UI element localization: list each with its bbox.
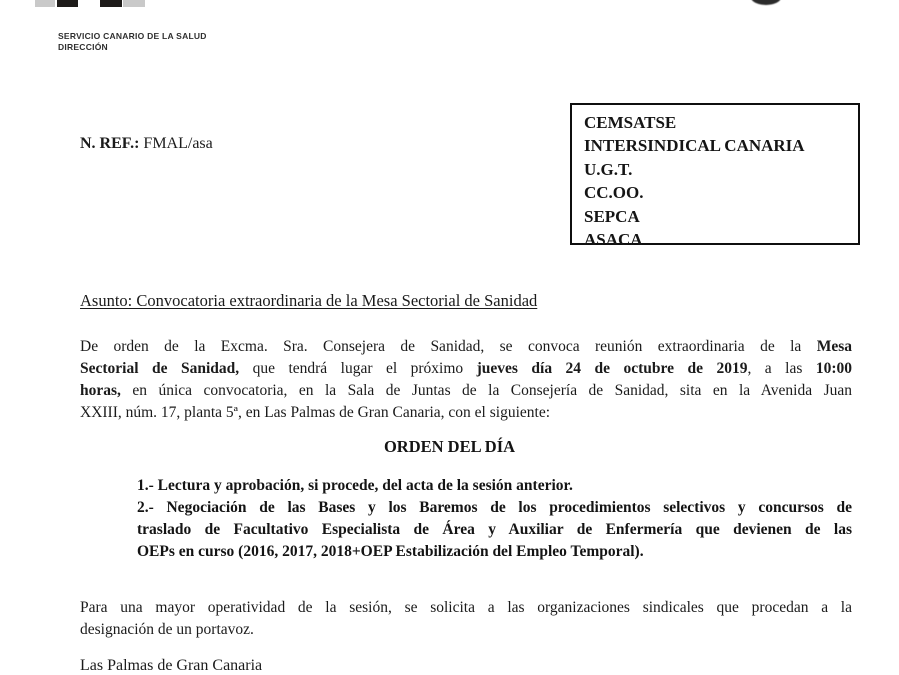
logo-fragment-4 (123, 0, 145, 7)
intro-line-1 (80, 336, 852, 358)
text-segment: horas, (80, 381, 121, 399)
recipient-item: ASACA (584, 230, 643, 250)
letterhead (58, 31, 207, 53)
text-segment: XXIII, núm. 17, planta 5ª, en Las Palmas de Gran Canaria, con el siguiente: (80, 403, 551, 421)
agenda-item-2-line-3: OEPs en curso (2016, 2017, 2018+OEP Estabilización del Empleo Temporal). (137, 543, 644, 560)
closing-line-1: Para una mayor operatividad de la sesión, se solicita a las organizaciones sindicales que procedan a la (80, 599, 852, 616)
logo-fragment-1 (35, 0, 55, 7)
text-segment: que tendrá lugar el próximo (239, 359, 477, 377)
agenda-item-1: 1.- Lectura y aprobación, si procede, del acta de la sesión anterior. (137, 477, 573, 494)
intro-line-3 (80, 380, 852, 402)
recipient-item: CC.OO. (584, 183, 644, 203)
text-segment: jueves día 24 de octubre de 2019 (476, 359, 748, 377)
seal-icon (751, 0, 781, 5)
letterhead-org: SERVICIO CANARIO DE LA SALUD (58, 31, 207, 41)
place-line: Las Palmas de Gran Canaria (80, 657, 263, 674)
recipient-item: SEPCA (584, 206, 640, 226)
reference-value: FMAL/asa (139, 135, 213, 152)
intro-line-4 (80, 402, 852, 424)
closing-paragraph (80, 597, 852, 641)
text-segment: De orden de la Excma. Sra. Consejera de Sanidad, se convoca reunión extraordinaria de la (80, 338, 817, 355)
letterhead-dept: DIRECCIÓN (58, 42, 108, 52)
reference-line (80, 135, 213, 153)
agenda-item-2-line-1: 2.- Negociación de las Bases y los Baremos de los procedimientos selectivos y concursos de (137, 499, 852, 516)
text-segment: , a las (747, 359, 816, 377)
reference-label: N. REF.: (80, 135, 140, 152)
agenda-title: ORDEN DEL DÍA (383, 437, 516, 456)
recipient-item: U.G.T. (584, 159, 633, 179)
intro-paragraph (80, 336, 852, 424)
intro-line-2 (80, 358, 852, 380)
subject-line: Asunto: Convocatoria extraordinaria de la Mesa Sectorial de Sanidad (80, 291, 538, 310)
agenda-items (137, 475, 852, 563)
text-segment: Sectorial de Sanidad, (80, 359, 240, 377)
text-segment: Mesa (816, 338, 852, 355)
text-segment: 10:00 (815, 359, 853, 377)
recipients-box (570, 103, 860, 250)
recipient-item: INTERSINDICAL CANARIA (584, 136, 805, 156)
recipient-item: CEMSATSE (584, 113, 677, 132)
text-segment: en única convocatoria, en la Sala de Juntas de la Consejería de Sanidad, sita en la Avenida Juan (120, 381, 852, 399)
closing-line-2: designación de un portavoz. (80, 621, 254, 638)
logo-fragment-3 (100, 0, 122, 7)
logo-fragment-2 (57, 0, 78, 7)
agenda-item-2-line-2: traslado de Facultativo Especialista de Área y Auxiliar de Enfermería que devienen de las (137, 521, 852, 538)
